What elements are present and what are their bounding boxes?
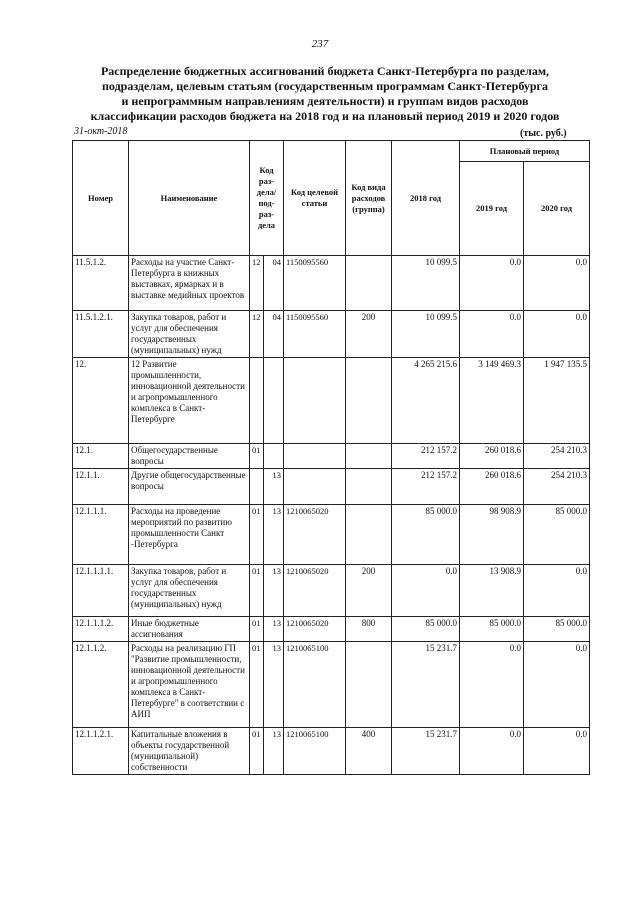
row-value-2020: 0.0 xyxy=(524,565,590,617)
table-row xyxy=(73,256,590,311)
header-expense-type: Код вида расходов (группа) xyxy=(346,141,392,256)
row-value-2018: 212 157.2 xyxy=(392,469,460,505)
title-line: Распределение бюджетных ассигнований бюджета Санкт-Петербурга по разделам, xyxy=(100,64,550,78)
row-expense-type: 800 xyxy=(346,617,392,642)
row-subsection-code xyxy=(264,444,284,469)
row-value-2018: 15 231.7 xyxy=(392,728,460,775)
title-line: подразделам, целевым статьям (государственным программам Санкт-Петербурга xyxy=(102,79,548,93)
table-row xyxy=(73,358,590,444)
row-value-2020: 0.0 xyxy=(524,311,590,358)
row-subsection-code: 13 xyxy=(264,469,284,505)
row-target-code xyxy=(284,444,346,469)
row-section-code: 01 xyxy=(250,565,264,617)
row-subsection-code: 13 xyxy=(264,642,284,728)
row-name: Расходы на участие Санкт-Петербурга в книжных выставках, ярмарках и в выставке медийных проектов xyxy=(129,256,250,311)
row-value-2018: 85 000.0 xyxy=(392,617,460,642)
row-value-2018: 15 231.7 xyxy=(392,642,460,728)
row-section-code: 01 xyxy=(250,642,264,728)
row-value-2018: 212 157.2 xyxy=(392,444,460,469)
title-line: классификации расходов бюджета на 2018 год и на плановый период 2019 и 2020 годов xyxy=(90,109,560,123)
row-value-2020: 85 000.0 xyxy=(524,505,590,565)
row-target-code: 1210065020 xyxy=(284,617,346,642)
table-row xyxy=(73,469,590,505)
table-row xyxy=(73,565,590,617)
row-target-code: 1210065020 xyxy=(284,505,346,565)
row-name: Другие общегосударственные вопросы xyxy=(129,469,250,505)
row-number: 12.1.1.1.1. xyxy=(73,565,129,617)
row-value-2019: 98 908.9 xyxy=(460,505,524,565)
row-name: Закупка товаров, работ и услуг для обеспечения государственных (муниципальных) нужд xyxy=(129,565,250,617)
row-number: 12. xyxy=(73,358,129,444)
row-value-2020: 1 947 135.5 xyxy=(524,358,590,444)
row-number: 12.1.1. xyxy=(73,469,129,505)
row-number: 12.1.1.2.1. xyxy=(73,728,129,775)
header-number: Номер xyxy=(73,141,129,256)
row-target-code: 1210065100 xyxy=(284,728,346,775)
row-name: Закупка товаров, работ и услуг для обеспечения государственных (муниципальных) нужд xyxy=(129,311,250,358)
row-value-2019: 260 018.6 xyxy=(460,469,524,505)
row-section-code: 01 xyxy=(250,444,264,469)
row-subsection-code: 13 xyxy=(264,728,284,775)
row-expense-type xyxy=(346,358,392,444)
table-row xyxy=(73,617,590,642)
title-line: и непрограммным направлениям деятельности) и группам видов расходов xyxy=(121,94,529,108)
document-date: 31-окт-2018 xyxy=(74,126,128,137)
table-row xyxy=(73,505,590,565)
row-subsection-code: 13 xyxy=(264,505,284,565)
row-value-2020: 254 210.3 xyxy=(524,469,590,505)
row-number: 11.5.1.2. xyxy=(73,256,129,311)
row-value-2019: 0.0 xyxy=(460,311,524,358)
header-target: Код целевой статьи xyxy=(284,141,346,256)
row-section-code xyxy=(250,469,264,505)
row-value-2020: 254 210.3 xyxy=(524,444,590,469)
header-section: Код раз-дела/ под-раз-дела xyxy=(250,141,284,256)
header-2018: 2018 год xyxy=(392,141,460,256)
row-value-2018: 85 000.0 xyxy=(392,505,460,565)
row-target-code: 1210065100 xyxy=(284,642,346,728)
row-target-code xyxy=(284,358,346,444)
row-target-code: 1210065020 xyxy=(284,565,346,617)
budget-table xyxy=(72,140,590,775)
row-expense-type: 200 xyxy=(346,311,392,358)
row-name: Расходы на проведение мероприятий по развитию промышленности Санкт -Петербурга xyxy=(129,505,250,565)
row-expense-type xyxy=(346,469,392,505)
header-2020: 2020 год xyxy=(524,162,590,256)
row-value-2019: 260 018.6 xyxy=(460,444,524,469)
row-target-code: 1150095560 xyxy=(284,256,346,311)
table-row xyxy=(73,311,590,358)
row-value-2019: 0.0 xyxy=(460,256,524,311)
table-row xyxy=(73,642,590,728)
header-name: Наименование xyxy=(129,141,250,256)
row-section-code: 01 xyxy=(250,728,264,775)
row-name: Капитальные вложения в объекты государственной (муниципальной) собственности xyxy=(129,728,250,775)
row-value-2020: 0.0 xyxy=(524,256,590,311)
row-expense-type xyxy=(346,642,392,728)
row-expense-type xyxy=(346,256,392,311)
row-value-2018: 10 099.5 xyxy=(392,311,460,358)
header-2019: 2019 год xyxy=(460,162,524,256)
header-row xyxy=(73,141,590,162)
row-value-2020: 85 000.0 xyxy=(524,617,590,642)
row-target-code xyxy=(284,469,346,505)
row-value-2019: 13 908.9 xyxy=(460,565,524,617)
row-expense-type xyxy=(346,444,392,469)
row-number: 12.1. xyxy=(73,444,129,469)
row-value-2018: 10 099.5 xyxy=(392,256,460,311)
row-expense-type: 400 xyxy=(346,728,392,775)
row-name: 12 Развитие промышленности, инновационной деятельности и агропромышленного комплекса в Санкт-Петербурге xyxy=(129,358,250,444)
row-value-2019: 0.0 xyxy=(460,642,524,728)
unit-label: (тыс. руб.) xyxy=(520,128,567,139)
row-section-code: 12 xyxy=(250,311,264,358)
header-planned-period: Плановый период xyxy=(460,141,590,162)
row-value-2020: 0.0 xyxy=(524,642,590,728)
row-section-code: 01 xyxy=(250,617,264,642)
row-expense-type: 200 xyxy=(346,565,392,617)
row-subsection-code: 13 xyxy=(264,565,284,617)
row-number: 12.1.1.1.2. xyxy=(73,617,129,642)
row-subsection-code: 04 xyxy=(264,256,284,311)
document-title xyxy=(70,64,580,124)
row-number: 12.1.1.1. xyxy=(73,505,129,565)
row-subsection-code xyxy=(264,358,284,444)
row-section-code: 01 xyxy=(250,505,264,565)
row-value-2019: 3 149 469.3 xyxy=(460,358,524,444)
row-section-code: 12 xyxy=(250,256,264,311)
row-subsection-code: 04 xyxy=(264,311,284,358)
row-value-2018: 4 265 215.6 xyxy=(392,358,460,444)
row-section-code xyxy=(250,358,264,444)
row-value-2020: 0.0 xyxy=(524,728,590,775)
row-name: Иные бюджетные ассигнования xyxy=(129,617,250,642)
table-row xyxy=(73,728,590,775)
row-subsection-code: 13 xyxy=(264,617,284,642)
table-row xyxy=(73,444,590,469)
row-value-2019: 85 000.0 xyxy=(460,617,524,642)
row-number: 11.5.1.2.1. xyxy=(73,311,129,358)
row-target-code: 1150095560 xyxy=(284,311,346,358)
row-value-2018: 0.0 xyxy=(392,565,460,617)
row-value-2019: 0.0 xyxy=(460,728,524,775)
row-name: Общегосударственные вопросы xyxy=(129,444,250,469)
row-name: Расходы на реализацию ГП "Развитие промышленности, инновационной деятельности и агропромышленного комплекса в Санкт-Петербурге" в соответствии с АИП xyxy=(129,642,250,728)
page-number: 237 xyxy=(311,38,329,50)
row-expense-type xyxy=(346,505,392,565)
row-number: 12.1.1.2. xyxy=(73,642,129,728)
